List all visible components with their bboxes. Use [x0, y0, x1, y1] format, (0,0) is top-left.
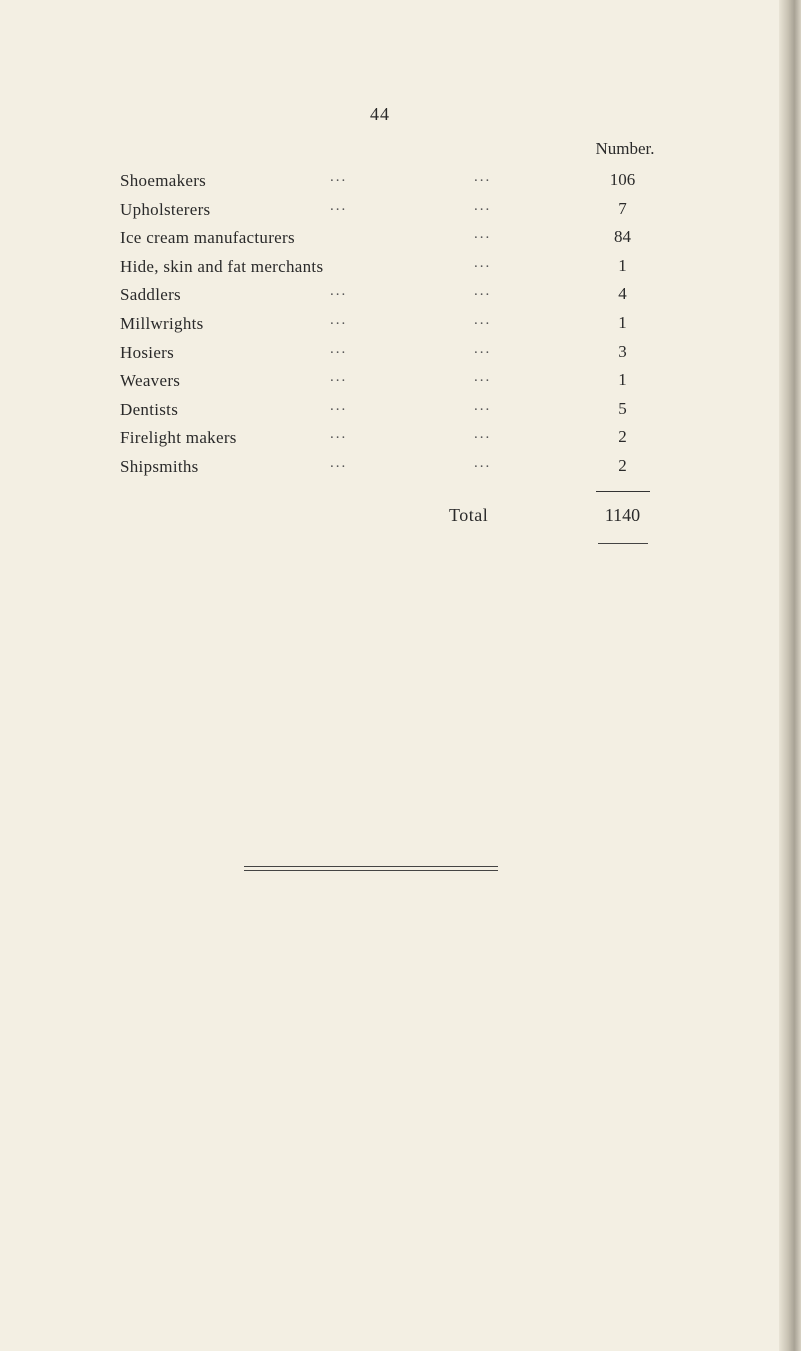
column-header-number: Number. — [595, 139, 655, 158]
page-number: 44 — [370, 104, 390, 124]
row-value: 1 — [618, 312, 627, 332]
leader-dots: ... — [474, 169, 492, 185]
table-row — [0, 340, 760, 369]
end-double-rule — [244, 870, 498, 871]
row-value: 2 — [618, 427, 627, 447]
occupation-table — [0, 168, 760, 483]
row-value: 106 — [609, 170, 636, 189]
row-value: 4 — [618, 284, 627, 304]
leader-dots: ... — [330, 369, 348, 386]
total-rule-bottom — [598, 543, 648, 544]
row-label: Millwrights — [120, 313, 204, 333]
end-double-rule — [244, 866, 498, 867]
row-label: Shoemakers — [120, 171, 207, 190]
total-label: Total — [449, 505, 489, 525]
leader-dots: ... — [474, 369, 492, 386]
leader-dots: ... — [330, 426, 348, 443]
table-row — [0, 368, 760, 397]
leader-dots: ... — [330, 197, 348, 214]
table-row — [0, 197, 760, 226]
row-label: Hosiers — [120, 342, 175, 362]
table-row — [0, 454, 760, 483]
row-value: 5 — [618, 398, 627, 418]
table-row — [0, 225, 760, 254]
leader-dots: ... — [330, 340, 348, 357]
total-rule-top — [596, 491, 650, 492]
row-value: 1 — [618, 255, 627, 275]
row-label: Ice cream manufacturers — [120, 228, 295, 248]
table-row — [0, 254, 760, 283]
leader-dots: ... — [474, 454, 492, 471]
row-label: Weavers — [120, 371, 181, 391]
page-edge-shadow — [779, 0, 801, 1351]
leader-dots: ... — [330, 397, 348, 414]
row-value: 7 — [618, 198, 627, 218]
leader-dots: ... — [474, 283, 492, 300]
leader-dots: ... — [330, 169, 348, 185]
leader-dots: ... — [330, 311, 348, 328]
table-row — [0, 168, 760, 197]
total-value: 1140 — [604, 505, 641, 525]
row-label: Saddlers — [120, 285, 181, 305]
leader-dots: ... — [330, 454, 348, 471]
table-row — [0, 425, 760, 454]
leader-dots: ... — [474, 340, 492, 357]
row-value: 3 — [618, 341, 627, 361]
leader-dots: ... — [474, 197, 492, 214]
row-label: Hide, skin and fat merchants — [120, 256, 324, 276]
leader-dots: ... — [474, 311, 492, 328]
leader-dots: ... — [474, 397, 492, 414]
row-label: Firelight makers — [120, 428, 237, 448]
row-value: 84 — [614, 227, 631, 247]
row-label: Shipsmiths — [120, 456, 199, 476]
table-row — [0, 282, 760, 311]
leader-dots: ... — [474, 426, 492, 443]
row-label: Dentists — [120, 399, 179, 419]
row-value: 2 — [618, 455, 627, 475]
row-value: 1 — [618, 370, 627, 390]
table-row — [0, 397, 760, 426]
leader-dots: ... — [474, 226, 492, 243]
row-label: Upholsterers — [120, 199, 211, 219]
table-row — [0, 311, 760, 340]
leader-dots: ... — [474, 254, 492, 271]
leader-dots: ... — [330, 283, 348, 300]
